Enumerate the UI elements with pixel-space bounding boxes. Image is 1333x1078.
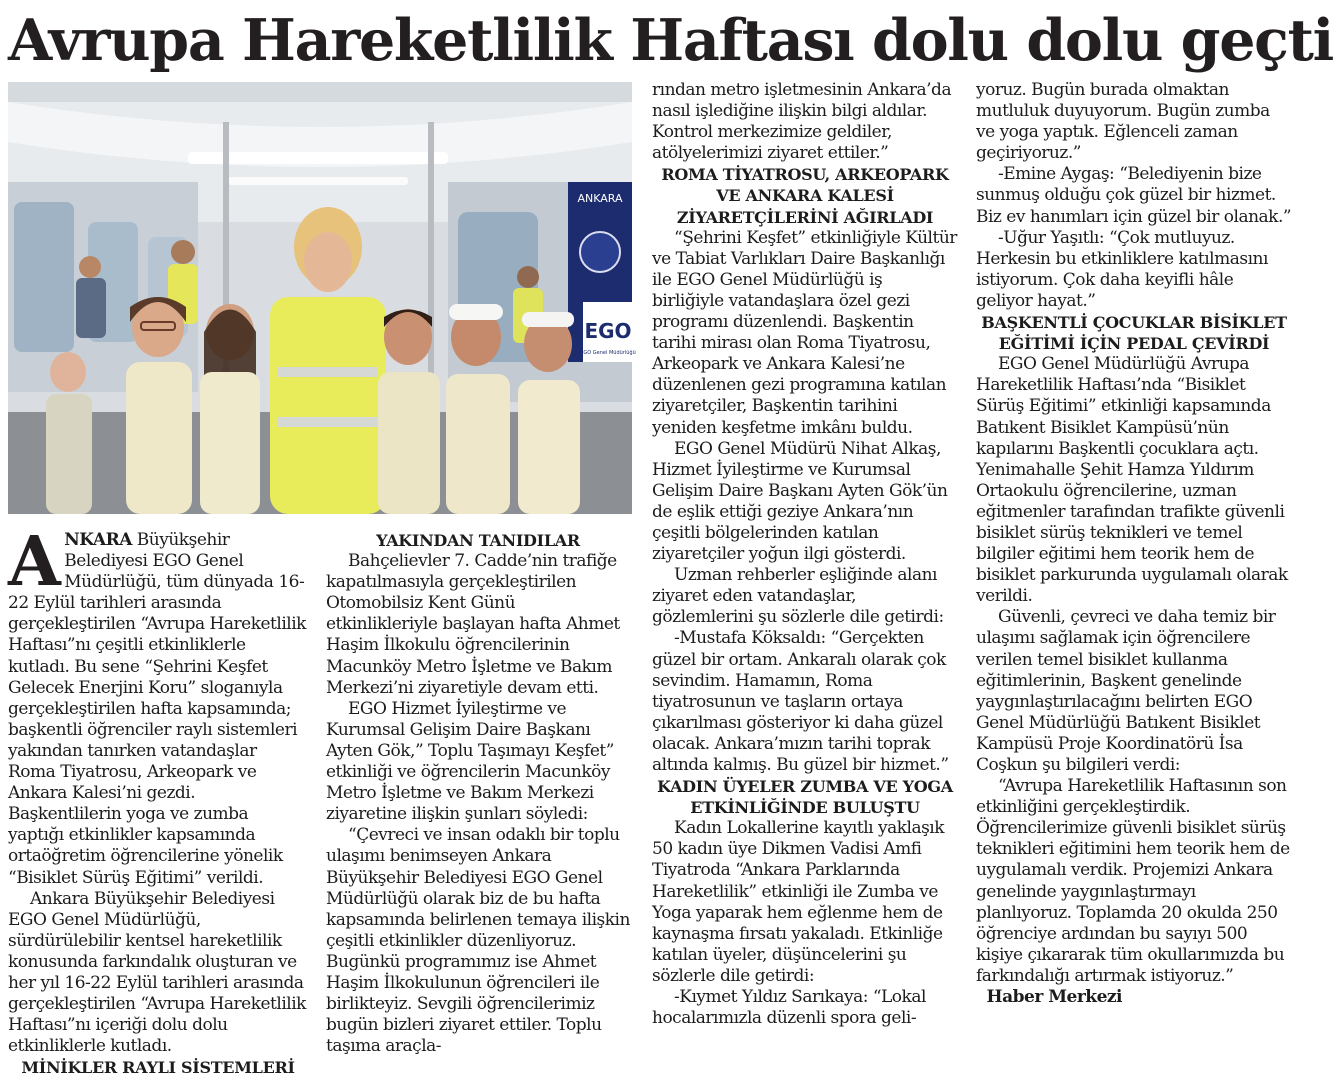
headline: Avrupa Hareketlilik Haftası dolu dolu geçti: [8, 7, 1333, 74]
quote-paragraph: -Emine Aygaş: “Belediyenin bize sunmuş olduğu çok güzel bir hizmet. Biz ev hanımları için güzel bir olanak.”: [976, 164, 1292, 227]
quote-paragraph: “Avrupa Hareketlilik Haftasının son etkinliğini gerçekleştirdik. Öğrencilerimize güvenli bisiklet sürüş teknikleri eğitimini hem teorik hem de uygulamalı verdik. Projemizi Ankara genelinde yaygınlaştırmayı planlıyoruz. Toplamda 20 okulda 250 öğrenciye ardından bu sayıyı 500 kişiye çıkararak tüm okullarımızda bu farkındalığı artırmak istiyoruz.”: [976, 776, 1290, 986]
lead-text: Büyükşehir Belediyesi EGO Genel Müdürlüğü, tüm dünyada 16-22 Eylül tarihleri arasında gerçekleştirilen “Avrupa Hareketlilik Haftası”nı çeşitli etkinliklerle kutladı. Bu sene “Şehrini Keşfet Gelecek Enerjini Koru” sloganıyla gerçekleştirilen hafta kapsamında; başkentli öğrenciler raylı sistemleri yakından tanırken vatandaşlar Roma Tiyatrosu, Arkeopark ve Ankara Kalesi’ni gezdi. Başkentlilerin yoga ve zumba yaptığı etkinlikler kapsamında ortaöğretim öğrencilerine yönelik “Bisiklet Sürüş Eğitimi” verildi.: [8, 530, 306, 888]
article-photo: [8, 82, 636, 514]
paragraph-continued: rından metro işletmesinin Ankara’da nasıl işlediğine ilişkin bilgi aldılar. Kontrol merkezimize geldiler, atölyelerimizi ziyaret ettiler.”: [652, 80, 952, 164]
paragraph: EGO Hizmet İyileştirme ve Kurumsal Gelişim Daire Başkanı Ayten Gök,” Toplu Taşımayı Keşfet” etkinliği ve öğrencilerin Macunköy Metro İşletme ve Bakım Merkezi ziyaretine ilişkin şunları söyledi:: [326, 698, 614, 825]
sign-ankara-text: ANKARA: [577, 192, 623, 205]
lead-paragraph: [8, 522, 308, 889]
ego-logo-subtitle: EGO Genel Müdürlüğü: [580, 350, 636, 356]
column-4: [976, 80, 1292, 1062]
lead-keyword: NKARA: [64, 530, 132, 550]
paragraph: “Şehrini Keşfet” etkinliğiyle Kültür ve Tabiat Varlıkları Daire Başkanlığı ile EGO Genel Müdürlüğü iş birliğiyle vatandaşlara özel gezi programı düzenlendi. Başkentin tarihi mirası olan Roma Tiyatrosu, Arkeopark ve Ankara Kalesi’ne düzenlenen gezi programına katılan ziyaretçiler, Başkentin tarihini yeniden keşfetme imkânı buldu.: [652, 227, 957, 438]
quote-paragraph: -Mustafa Köksaldı: “Gerçekten güzel bir ortam. Ankaralı olarak çok sevindim. Hamamın, Roma tiyatrosunun ve taşların ortaya çıkarılması gösteriyor ki daha güzel olacak. Ankara’mızın tarihi toprak altında kalmış. Bu güzel bir hizmet.”: [652, 628, 949, 775]
subheading-kadin: KADIN ÜYELER ZUMBA VE YOGA ETKİNLİĞİNDE BULUŞTU: [657, 777, 953, 818]
subheading-bisiklet: BAŞKENTLİ ÇOCUKLAR BİSİKLET EĞİTİMİ İÇİN PEDAL ÇEVİRDİ: [981, 313, 1287, 354]
subheading-yakindan: YAKINDAN TANIDILAR: [376, 531, 580, 550]
column-3: [652, 80, 958, 1062]
paragraph: Güvenli, çevreci ve daha temiz bir ulaşımı sağlamak için öğrencilere verilen temel bisiklet kullanma eğitimlerinin, Başkent genelinde yaygınlaştırılacağını belirten EGO Genel Müdürlüğü Batıkent Bisiklet Kampüsü Proje Koordinatörü İsa Coşkun şu bilgileri verdi:: [976, 607, 1276, 775]
paragraph: Bahçelievler 7. Cadde’nin trafiğe kapatılmasıyla gerçekleştirilen Otomobilsiz Kent Günü etkinlikleriyle başlayan hafta Ahmet Haşim İlkokulu öğrencilerinin Macunköy Metro İşletme ve Bakım Merkezi’ni ziyaretiyle devam etti.: [326, 551, 620, 698]
paragraph: Ankara Büyükşehir Belediyesi EGO Genel Müdürlüğü, sürdürülebilir kentsel hareketlilik konusunda farkındalık oluşturan ve her yıl 16-22 Eylül tarihleri arasında gerçekleştirilen “Avrupa Hareketlilik Haftası”nı içeriği dolu dolu etkinliklerle kutladı.: [8, 888, 306, 1057]
paragraph: EGO Genel Müdürlüğü Avrupa Hareketlilik Haftası’nda “Bisiklet Sürüş Eğitimi” etkinliği kapsamında Batıkent Bisiklet Kampüsü’nün kapılarını Başkentli çocuklara açtı. Yenimahalle Şehit Hamza Yıldırım Ortaokulu öğrencilerine, uzman eğitmenler tarafından trafikte güvenli bisiklet sürüş teknikleri ve temel bilgiler eğitimi hem teorik hem de bisiklet parkurunda uygulamalı olarak verildi.: [976, 354, 1288, 607]
paragraph: EGO Genel Müdürü Nihat Alkaş, Hizmet İyileştirme ve Kurumsal Gelişim Daire Başkanı Ayten Gök’ün de eşlik ettiği geziye Ankara’nın çeşitli bölgelerinden katılan ziyaretçiler yoğun ilgi gösterdi.: [652, 438, 948, 565]
paragraph: Kadın Lokallerine kayıtlı yaklaşık 50 kadın üye Dikmen Vadisi Amfi Tiyatroda “Ankara Parklarında Hareketlilik” etkinliği ile Zumba ve Yoga yaparak hem eğlenme hem de kaynaşma fırsatı yakaladı. Etkinliğe katılan üyeler, düşüncelerini şu sözlerle dile getirdi:: [652, 818, 945, 986]
metro-interior-illustration: [8, 82, 636, 514]
drop-cap: A: [8, 522, 61, 602]
paragraph: Uzman rehberler eşliğinde alanı ziyaret eden vatandaşlar, gözlemlerini şu sözlerle dile getirdi:: [652, 565, 944, 628]
subheading-roma: ROMA TİYATROSU, ARKEOPARK VE ANKARA KALESİ ZİYARETÇİLERİNİ AĞIRLADI: [661, 165, 949, 227]
paragraph-continued: yoruz. Bugün burada olmaktan mutluluk duyuyorum. Bugün zumba ve yoga yaptık. Eğlenceli zaman geçiriyoruz.”: [976, 80, 1270, 164]
ego-logo-text: EGO: [584, 319, 632, 343]
column-2: [326, 530, 630, 1062]
column-1: [8, 522, 308, 1078]
quote-paragraph: -Kıymet Yıldız Sarıkaya: “Lokal hocalarımızla düzenli spora geli-: [652, 987, 926, 1029]
paragraph: “Çevreci ve insan odaklı bir toplu ulaşımı benimseyen Ankara Büyükşehir Belediyesi EGO Genel Müdürlüğü olarak biz de bu hafta kapsamında belirlenen temaya ilişkin çeşitli etkinlikler düzenliyoruz. Bugünkü programımız ise Ahmet Haşim İlkokulunun öğrencileri ile birlikteyiz. Sevgili öğrencilerimiz bugün bizleri ziyaret ettiler. Toplu taşıma araçla-: [326, 825, 630, 1057]
quote-paragraph: -Uğur Yaşıtlı: “Çok mutluyuz. Herkesin bu etkinliklere katılmasını istiyorum. Çok daha keyifli hâle geliyor hayat.”: [976, 227, 1268, 311]
byline: Haber Merkezi: [986, 987, 1122, 1008]
subheading-minikler: MİNİKLER RAYLI SİSTEMLERİ: [21, 1058, 295, 1078]
